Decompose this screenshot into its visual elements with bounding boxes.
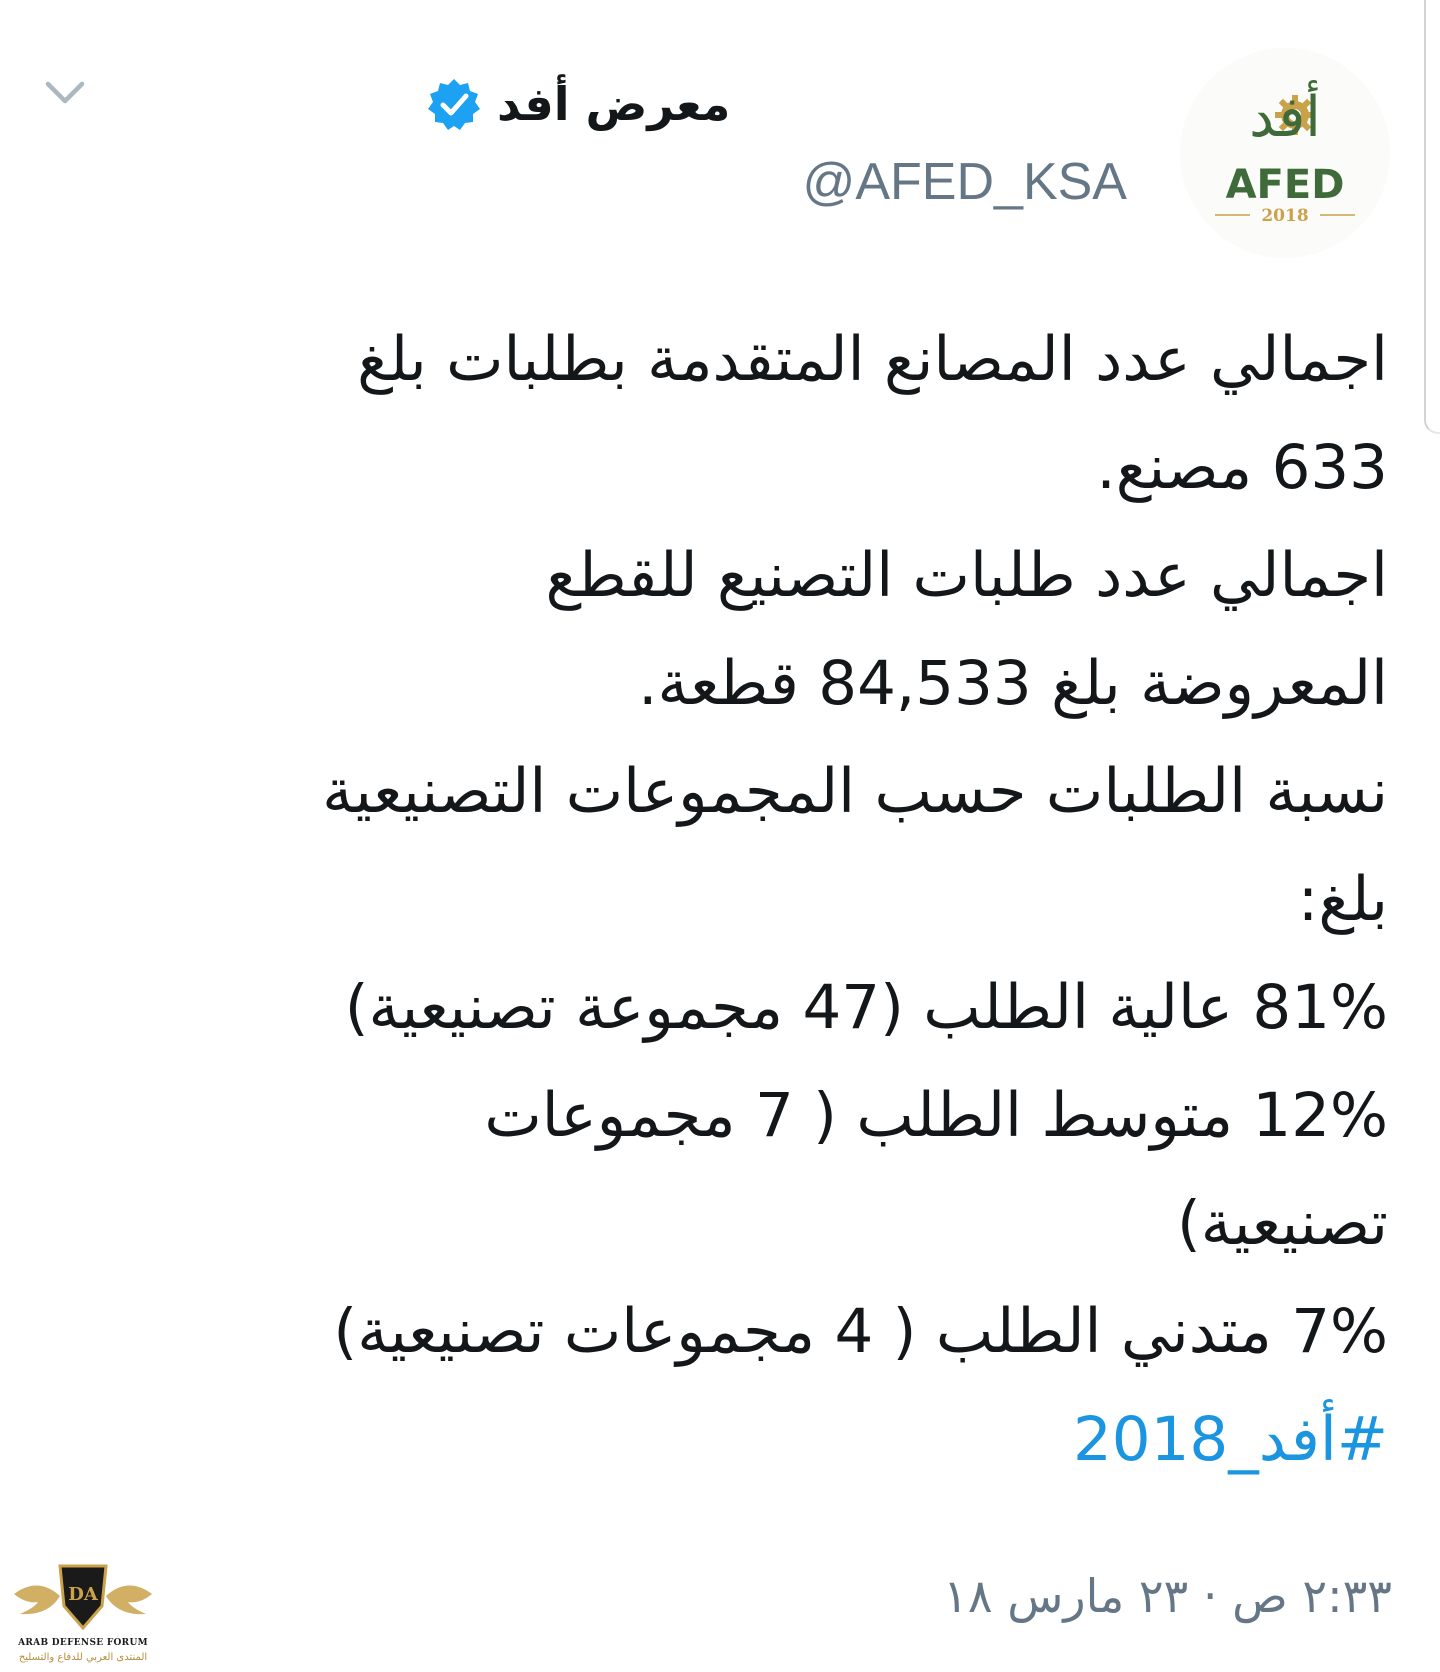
tweet-line: 12% متوسط الطلب ( 7 مجموعات — [484, 1080, 1388, 1151]
avatar-logo-arabic: أفد — [1249, 85, 1321, 150]
tweet-text — [60, 306, 1388, 1494]
watermark-monogram: DA — [68, 1584, 98, 1605]
watermark-subtitle: المنتدى العربي للدفاع والتسليح — [18, 1652, 148, 1663]
author-block — [427, 70, 1127, 212]
avatar[interactable] — [1180, 48, 1390, 258]
display-name[interactable]: معرض أفد — [497, 77, 731, 131]
avatar-logo-year: 2018 — [1261, 206, 1309, 226]
tweet-line: نسبة الطلبات حسب المجموعات التصنيعية — [322, 756, 1388, 827]
tweet-timestamp[interactable]: ٢:٣٣ ص · ٢٣ مارس ١٨ — [943, 1569, 1392, 1623]
avatar-logo-latin: AFED — [1225, 162, 1345, 208]
tweet-line: المعروضة بلغ 84,533 قطعة. — [638, 648, 1388, 719]
tweet-line: اجمالي عدد المصانع المتقدمة بطلبات بلغ — [357, 324, 1388, 395]
tweet-line: 81% عالية الطلب (47 مجموعة تصنيعية) — [344, 972, 1388, 1043]
tweet-line: 633 مصنع. — [1096, 432, 1388, 503]
tweet-line: تصنيعية) — [1176, 1188, 1388, 1259]
watermark-title: ARAB DEFENSE FORUM — [18, 1638, 148, 1648]
tweet-line: بلغ: — [1297, 864, 1388, 935]
handle[interactable]: @AFED_KSA — [802, 153, 1127, 211]
tweet-line: اجمالي عدد طلبات التصنيع للقطع — [545, 540, 1388, 611]
watermark-logo — [8, 1556, 158, 1668]
verified-badge-icon — [427, 77, 481, 131]
chevron-down-icon[interactable] — [44, 78, 86, 108]
scrollbar[interactable] — [1424, 0, 1440, 434]
hashtag-link[interactable]: #أفد_2018 — [1073, 1404, 1388, 1475]
tweet-line: 7% متدني الطلب ( 4 مجموعات تصنيعية) — [333, 1296, 1388, 1367]
